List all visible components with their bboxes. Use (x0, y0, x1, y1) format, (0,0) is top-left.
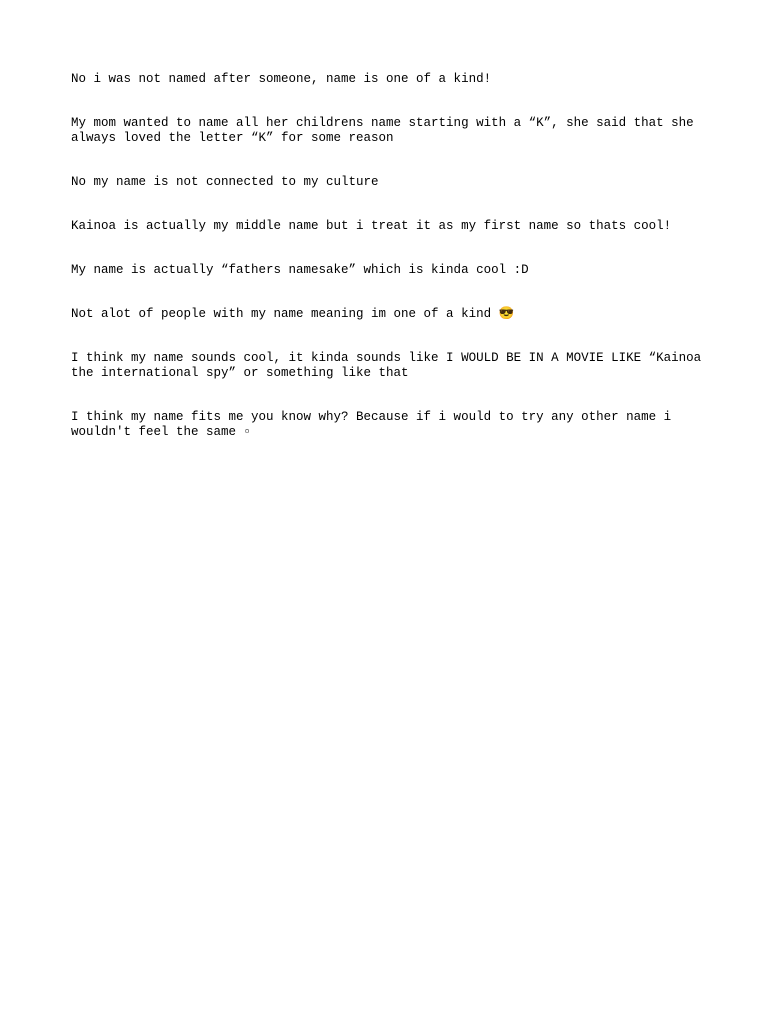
paragraph-4: Kainoa is actually my middle name but i treat it as my first name so thats cool! (71, 219, 672, 233)
paragraph-7: I think my name sounds cool, it kinda sounds like I WOULD BE IN A MOVIE LIKE “Kainoa the international spy” or something like that (71, 351, 709, 380)
paragraph-5: My name is actually “fathers namesake” which is kinda cool :D (71, 263, 529, 277)
paragraph-2: My mom wanted to name all her childrens name starting with a “K”, she said that she always loved the letter “K” for some reason (71, 116, 702, 145)
paragraph-6: Not alot of people with my name meaning im one of a kind 😎 (71, 307, 515, 321)
paragraph-3: No my name is not connected to my culture (71, 175, 379, 189)
paragraph-1: No i was not named after someone, name is one of a kind! (71, 72, 492, 86)
document-body (71, 72, 711, 469)
paragraph-8: I think my name fits me you know why? Because if i would to try any other name i wouldn't feel the same ▫ (71, 410, 679, 439)
